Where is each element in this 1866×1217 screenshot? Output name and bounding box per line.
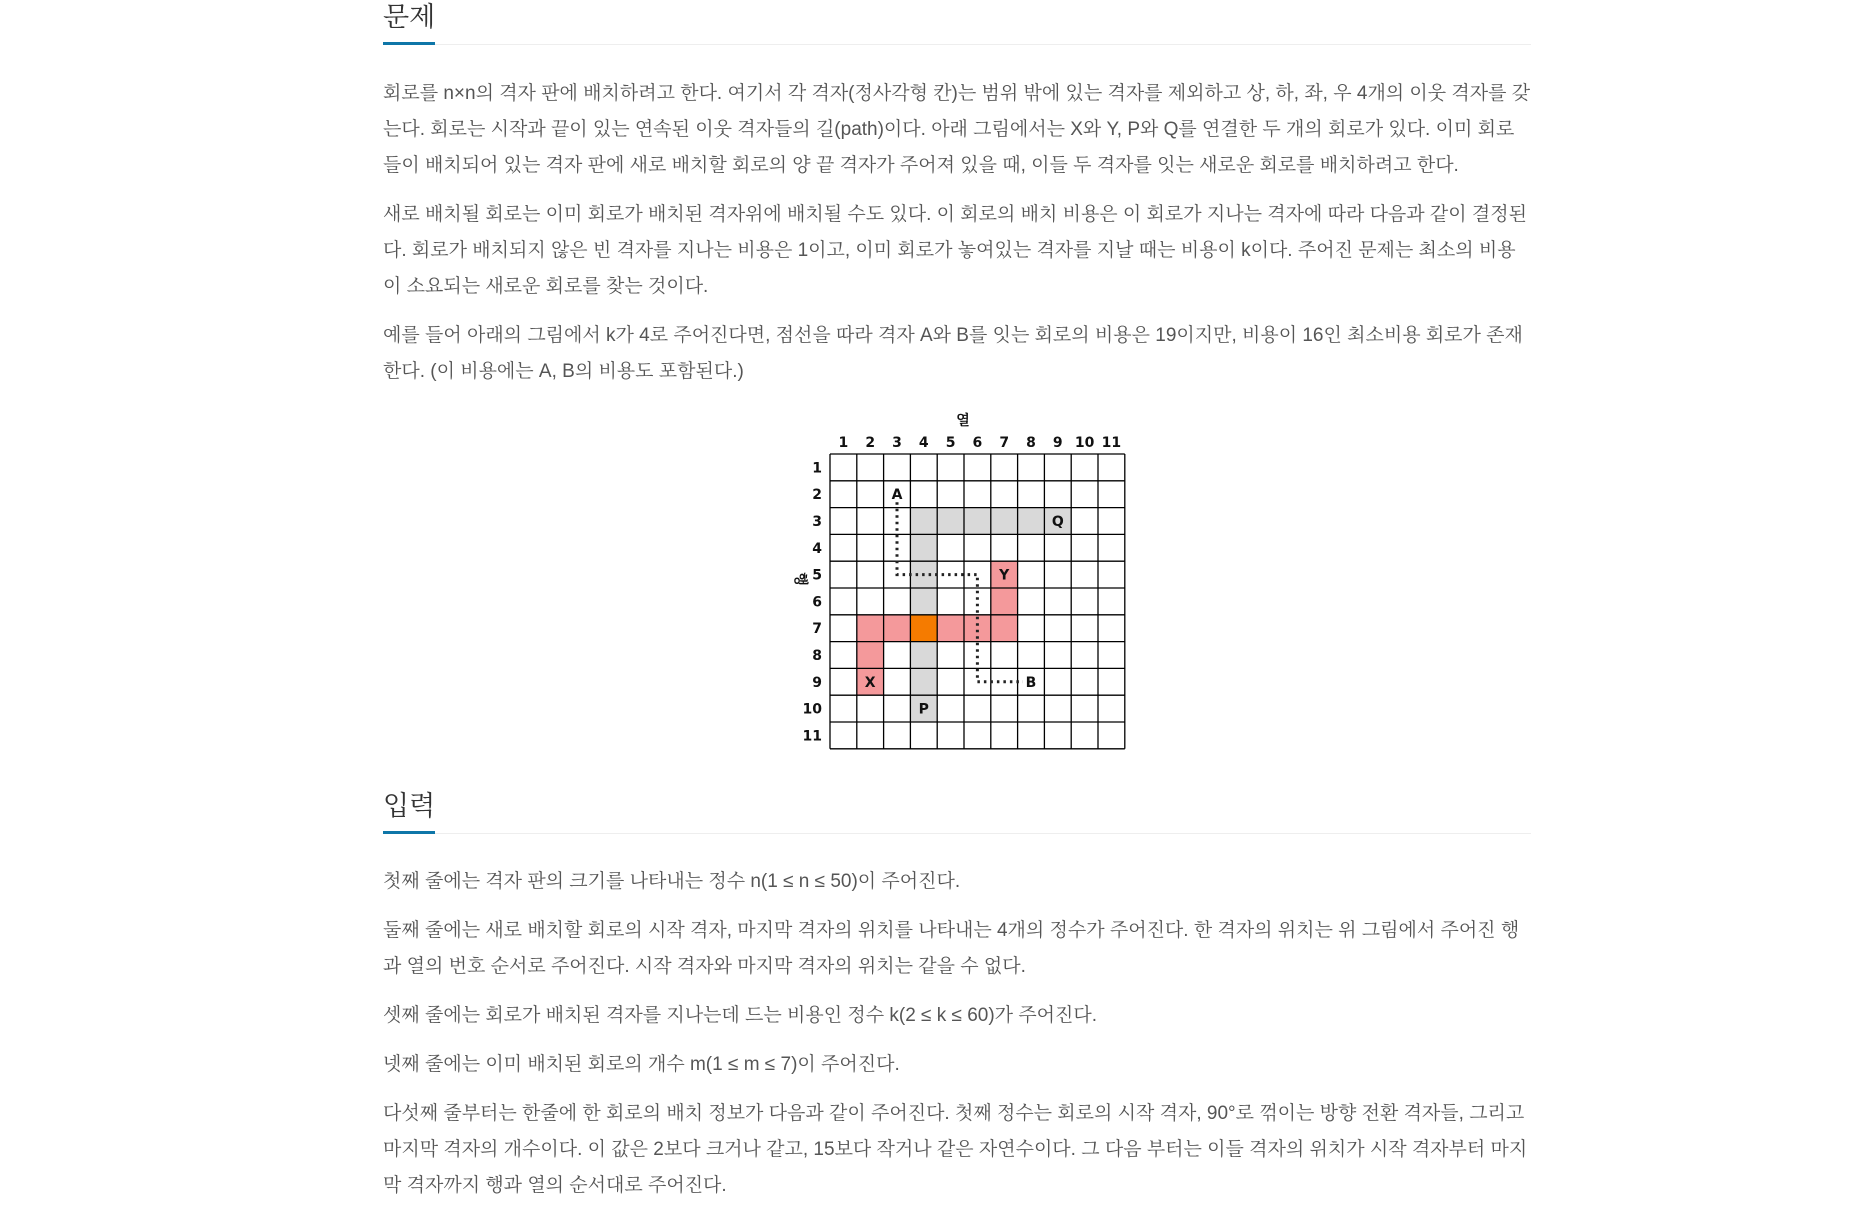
row-numbers [803, 460, 823, 744]
cell-marker: A [891, 487, 903, 504]
col-number: 7 [999, 435, 1010, 451]
input-paragraph: 셋째 줄에는 회로가 배치된 격자를 지나는데 드는 비용인 정수 k(2 ≤ k ≤ 60)가 주어진다. [383, 1005, 1098, 1026]
grid-cell-pink [937, 615, 964, 642]
col-number: 10 [1074, 435, 1095, 451]
row-number: 10 [802, 701, 822, 718]
row-number: 6 [812, 594, 822, 611]
col-number: 8 [1026, 435, 1036, 451]
col-number: 4 [918, 435, 929, 451]
col-number: 11 [1101, 435, 1122, 451]
row-axis-label: 행 [792, 572, 808, 586]
input-section-header [383, 789, 1531, 834]
problem-paragraph: 새로 배치될 회로는 이미 회로가 배치된 격자위에 배치될 수도 있다. 이 회로의 배치 비용은 이 회로가 지나는 격자에 따라 다음과 같이 결정된다. 회로가 배치되지 않은 빈 격자를 지나는 비용은 1이고, 이미 회로가 놓여있는 격자를 지날 때는 비용이 k이다. 주어진 문제는 최소의 비용이 소요되는 새로운 회로를 찾는 것이다. [383, 204, 1527, 297]
row-number: 3 [812, 514, 822, 530]
cell-marker: Y [999, 567, 1010, 584]
input-paragraph: 넷째 줄에는 이미 배치된 회로의 개수 m(1 ≤ m ≤ 7)이 주어진다. [383, 1054, 900, 1075]
col-numbers [839, 435, 1122, 451]
grid-cell-gray [910, 642, 937, 669]
input-paragraph: 다섯째 줄부터는 한줄에 한 회로의 배치 정보가 다음과 같이 주어진다. 첫째 정수는 회로의 시작 격자, 90°로 꺾이는 방향 전환 격자들, 그리고 마지막 격자의 개수이다. 이 값은 2보다 크거나 같고, 15보다 작거나 같은 자연수이다. 그 다음 부터는 이들 격자의 위치가 시작 격자부터 마지막 격자까지 행과 열의 순서대로 주어진다. [383, 1103, 1528, 1196]
col-number: 9 [1052, 435, 1063, 451]
row-number: 7 [812, 621, 822, 638]
row-number: 9 [812, 674, 822, 691]
col-number: 3 [892, 435, 902, 451]
cell-marker: Q [1051, 514, 1064, 530]
cell-marker: X [864, 674, 876, 691]
grid-cell-pink [991, 615, 1018, 642]
col-number: 1 [838, 435, 849, 451]
grid-cell-gray [964, 508, 991, 535]
grid-cell-pink [991, 588, 1018, 615]
input-description [383, 864, 1531, 1204]
col-number: 6 [972, 435, 983, 451]
grid-cell-gray [910, 668, 937, 695]
col-axis-label: 열 [956, 413, 970, 429]
row-number: 1 [812, 460, 822, 477]
row-number: 8 [812, 648, 822, 664]
col-number: 2 [865, 435, 876, 451]
input-paragraph: 첫째 줄에는 격자 판의 크기를 나타내는 정수 n(1 ≤ n ≤ 50)이 주어진다. [383, 871, 961, 892]
grid-cell-pink [884, 615, 911, 642]
input-paragraph: 둘째 줄에는 새로 배치할 회로의 시작 격자, 마지막 격자의 위치를 나타내는 4개의 정수가 주어진다. 한 격자의 위치는 위 그림에서 주어진 행과 열의 번호 순서로 주어진다. 시작 격자와 마지막 격자의 위치는 같을 수 없다. [383, 920, 1520, 977]
problem-section-title: 문제 [383, 0, 435, 45]
grid-lines [830, 454, 1125, 749]
cell-marker: B [1025, 674, 1037, 691]
row-number: 2 [812, 487, 822, 504]
grid-cell-gray [910, 588, 937, 615]
cell-marker: P [918, 701, 929, 718]
problem-paragraph: 예를 들어 아래의 그림에서 k가 4로 주어진다면, 점선을 따라 격자 A와 B를 잇는 회로의 비용은 19이지만, 비용이 16인 최소비용 회로가 존재한다. (이 비용에는 A, B의 비용도 포함된다.) [383, 325, 1523, 382]
problem-content [383, 0, 1531, 1217]
grid-cell-gray [1018, 508, 1045, 535]
grid-cell-gray [937, 508, 964, 535]
grid-cell-gray [991, 508, 1018, 535]
row-number: 4 [812, 540, 822, 557]
row-number: 11 [802, 728, 822, 745]
row-number: 5 [812, 567, 822, 584]
circuit-grid-figure [778, 403, 1122, 763]
problem-paragraph: 회로를 n×n의 격자 판에 배치하려고 한다. 여기서 각 격자(정사각형 칸)는 범위 밖에 있는 격자를 제외하고 상, 하, 좌, 우 4개의 이웃 격자를 갖는다. 회로는 시작과 끝이 있는 연속된 이웃 격자들의 길(path)이다. 아래 그림에서는 X와 Y, P와 Q를 연결한 두 개의 회로가 있다. 이미 회로들이 배치되어 있는 격자 판에 새로 배치할 회로의 양 끝 격자가 주어져 있을 때, 이들 두 격자를 잇는 새로운 회로를 배치하려고 한다. [383, 83, 1531, 176]
grid-cell-pink [857, 642, 884, 669]
problem-description [383, 76, 1531, 390]
problem-section-header [383, 0, 1531, 45]
input-section-title: 입력 [383, 789, 435, 834]
grid-cell-gray [910, 508, 937, 535]
grid-cell-orange [910, 615, 937, 642]
grid-cell-pink [857, 615, 884, 642]
col-number: 5 [945, 435, 956, 451]
grid-cell-gray [910, 534, 937, 561]
